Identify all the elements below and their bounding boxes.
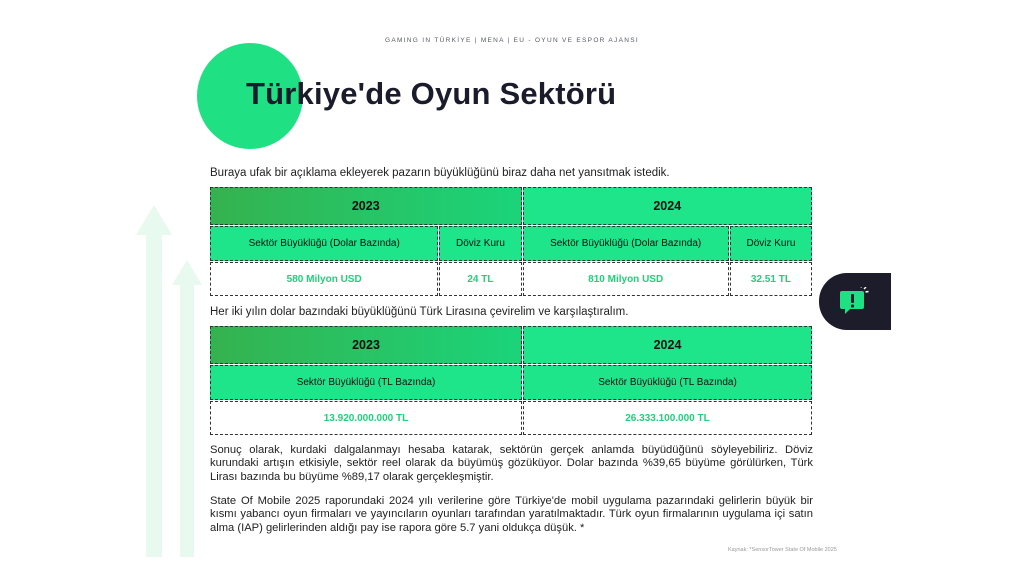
sector-size-usd-header-2024: Sektör Büyüklüğü (Dolar Bazında)	[523, 226, 729, 261]
sector-size-tl-2023: 13.920.000.000 TL	[210, 401, 522, 435]
year-2023-header: 2023	[210, 326, 522, 364]
year-2024-header: 2024	[523, 326, 812, 364]
sector-size-usd-header-2023: Sektör Büyüklüğü (Dolar Bazında)	[210, 226, 438, 261]
source-note: Kaynak: *SensorTower State Of Mobile 2025	[728, 547, 837, 553]
state-of-mobile-paragraph: State Of Mobile 2025 raporundaki 2024 yılı verilerine göre Türkiye'de mobil uygulama pazarındaki gelirlerin büyük bir kısmı yabancı oyun firmaları ve yayıncıların oyunları tarafından yaratılmaktadır. Türk oyun firmalarının uygulama içi satın alma (IAP) gelirlerinden aldığı pay ise rapora göre 5.7 yani oldukça düşük. *	[210, 495, 813, 534]
feedback-button[interactable]	[819, 273, 891, 330]
alert-chat-icon	[839, 287, 869, 317]
year-2023-header: 2023	[210, 187, 522, 225]
top-header: GAMING IN TÜRKİYE | MENA | EU - OYUN VE ESPOR AJANSI	[385, 37, 639, 44]
growth-arrows-icon	[132, 205, 212, 557]
exchange-rate-2024: 32.51 TL	[730, 262, 812, 296]
intro-text: Buraya ufak bir açıklama ekleyerek pazarın büyüklüğünü biraz daha net yansıtmak istedik.	[210, 167, 670, 179]
sector-size-usd-2024: 810 Milyon USD	[523, 262, 729, 296]
exchange-rate-header-2023: Döviz Kuru	[439, 226, 521, 261]
exchange-rate-header-2024: Döviz Kuru	[730, 226, 812, 261]
sector-size-tl-header-2023: Sektör Büyüklüğü (TL Bazında)	[210, 365, 522, 400]
page-title: Türkiye'de Oyun Sektörü	[246, 76, 617, 111]
year-2024-header: 2024	[523, 187, 813, 225]
conversion-text: Her iki yılın dolar bazındaki büyüklüğünü Türk Lirasına çevirelim ve karşılaştıralım.	[210, 306, 629, 318]
sector-size-tl-2024: 26.333.100.000 TL	[523, 401, 812, 435]
sector-size-tl-header-2024: Sektör Büyüklüğü (TL Bazında)	[523, 365, 812, 400]
tl-size-table	[209, 325, 813, 436]
conclusion-paragraph: Sonuç olarak, kurdaki dalgalanmayı hesaba katarak, sektörün gerçek anlamda büyüdüğünü söyleyebiliriz. Döviz kurundaki artışın etkisiyle, sektör reel olarak da büyümüş gözüküyor. Dolar bazında %39,65 büyüme görülürken, Türk Lirası bazında bu büyüme %89,17 olarak gerçekleşmiştir.	[210, 444, 813, 483]
exchange-rate-2023: 24 TL	[439, 262, 521, 296]
usd-size-table	[209, 186, 813, 297]
sector-size-usd-2023: 580 Milyon USD	[210, 262, 438, 296]
